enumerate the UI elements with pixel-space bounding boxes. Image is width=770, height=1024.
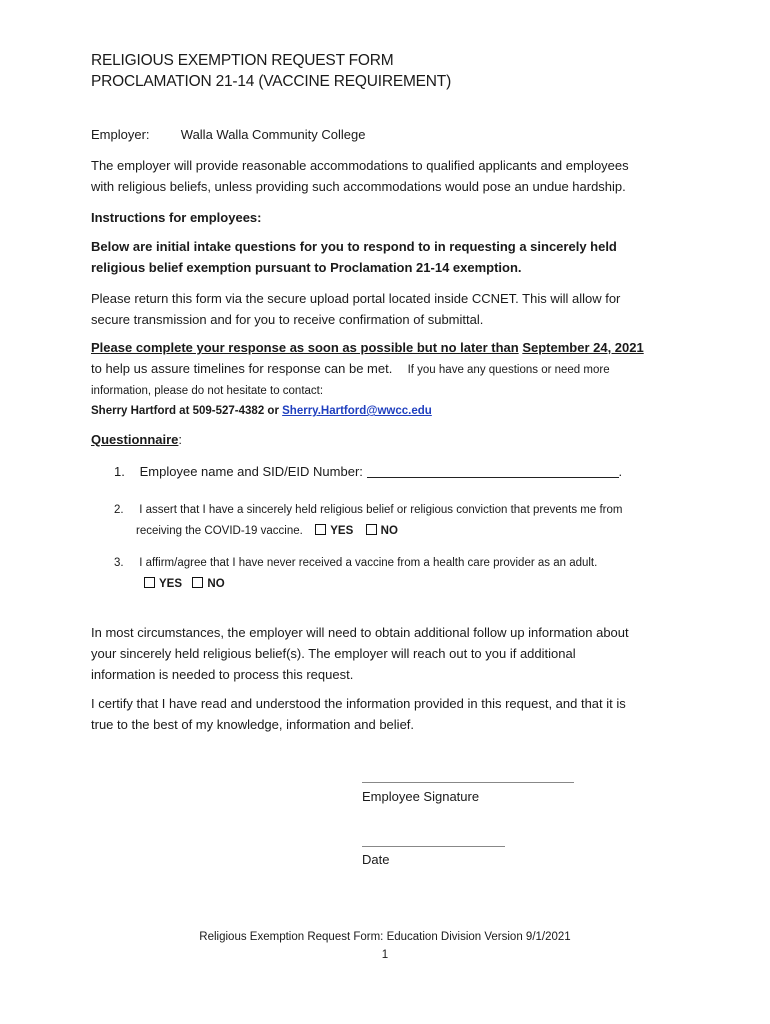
checkbox-icon xyxy=(192,577,203,588)
q2-no-option[interactable]: NO xyxy=(366,525,398,537)
circ-line-3: information is needed to process this request. xyxy=(91,667,354,682)
certify-line-2: true to the best of my knowledge, information and belief. xyxy=(91,717,415,732)
return-line-2: secure transmission and for you to receive confirmation of submittal. xyxy=(91,312,484,327)
name-sid-field[interactable] xyxy=(367,465,619,478)
checkbox-icon xyxy=(366,524,377,535)
questions-text: If you have any questions or need more xyxy=(407,364,610,376)
date-line[interactable] xyxy=(362,846,505,847)
q2-yes-option[interactable]: YES xyxy=(315,525,353,537)
instructions-heading: Instructions for employees: xyxy=(91,210,262,225)
signature-line[interactable] xyxy=(362,782,574,783)
certify-line-1: I certify that I have read and understood the information provided in this request, and that it is xyxy=(91,696,626,711)
intake-line-1: Below are initial intake questions for you to respond to in requesting a sincerely held xyxy=(91,239,617,254)
q2-line-1: I assert that I have a sincerely held religious belief or religious conviction that prevents me from xyxy=(139,504,623,516)
employer-value: Walla Walla Community College xyxy=(180,127,366,142)
q2-line-2: receiving the COVID-19 vaccine. xyxy=(136,525,303,537)
footer xyxy=(0,928,770,964)
q3-number: 3. xyxy=(114,557,124,569)
q3-text: I affirm/agree that I have never received a vaccine from a health care provider as an adult. xyxy=(139,557,598,569)
circ-line-1: In most circumstances, the employer will need to obtain additional follow up information about xyxy=(91,625,629,640)
complete-text: Please complete your response as soon as possible but no later than xyxy=(91,340,519,355)
intro-paragraph xyxy=(91,155,691,197)
contact-name: Sherry Hartford at 509-527-4382 or xyxy=(91,405,279,417)
q1-number: 1. xyxy=(114,464,125,479)
q1-text: Employee name and SID/EID Number: xyxy=(139,464,363,479)
form-title xyxy=(91,50,451,92)
intro-line-2: with religious beliefs, unless providing such accommodations would pose an undue hardship. xyxy=(91,179,626,194)
certify-paragraph xyxy=(91,693,691,735)
q3-no-option[interactable]: NO xyxy=(192,578,224,590)
contact-text: information, please do not hesitate to contact: xyxy=(91,385,324,397)
deadline-date: September 24, 2021 xyxy=(522,340,644,355)
return-paragraph xyxy=(91,288,691,330)
title-line-1: RELIGIOUS EXEMPTION REQUEST FORM xyxy=(91,52,394,69)
intake-paragraph xyxy=(91,236,691,278)
checkbox-icon xyxy=(315,524,326,535)
intro-line-1: The employer will provide reasonable accommodations to qualified applicants and employees xyxy=(91,158,629,173)
deadline-paragraph xyxy=(91,337,691,402)
return-line-1: Please return this form via the secure upload portal located inside CCNET. This will allow for xyxy=(91,291,621,306)
timeline-text: to help us assure timelines for response can be met. xyxy=(91,361,393,376)
q2-number: 2. xyxy=(114,504,124,516)
q3-yes-option[interactable]: YES xyxy=(144,578,182,590)
checkbox-icon xyxy=(144,577,155,588)
date-label: Date xyxy=(362,852,390,867)
footer-text: Religious Exemption Request Form: Education Division Version 9/1/2021 xyxy=(199,931,571,943)
questionnaire-heading: Questionnaire: xyxy=(91,432,183,447)
questionnaire-label: Questionnaire xyxy=(91,432,179,447)
employer-label: Employer: xyxy=(91,127,150,142)
title-line-2: PROCLAMATION 21-14 (VACCINE REQUIREMENT) xyxy=(91,73,452,90)
question-3 xyxy=(114,553,694,595)
circumstances-paragraph xyxy=(91,622,691,685)
circ-line-2: your sincerely held religious belief(s). The employer will reach out to you if additional xyxy=(91,646,576,661)
page-number: 1 xyxy=(381,949,389,961)
signature-label: Employee Signature xyxy=(362,789,480,804)
contact-email-link[interactable]: Sherry.Hartford@wwcc.edu xyxy=(282,405,432,417)
intake-line-2: religious belief exemption pursuant to Proclamation 21-14 exemption. xyxy=(91,260,522,275)
employer-row xyxy=(91,124,691,145)
question-2 xyxy=(114,500,694,542)
contact-row xyxy=(91,401,691,422)
question-1: 1. Employee name and SID/EID Number: . xyxy=(114,461,674,482)
